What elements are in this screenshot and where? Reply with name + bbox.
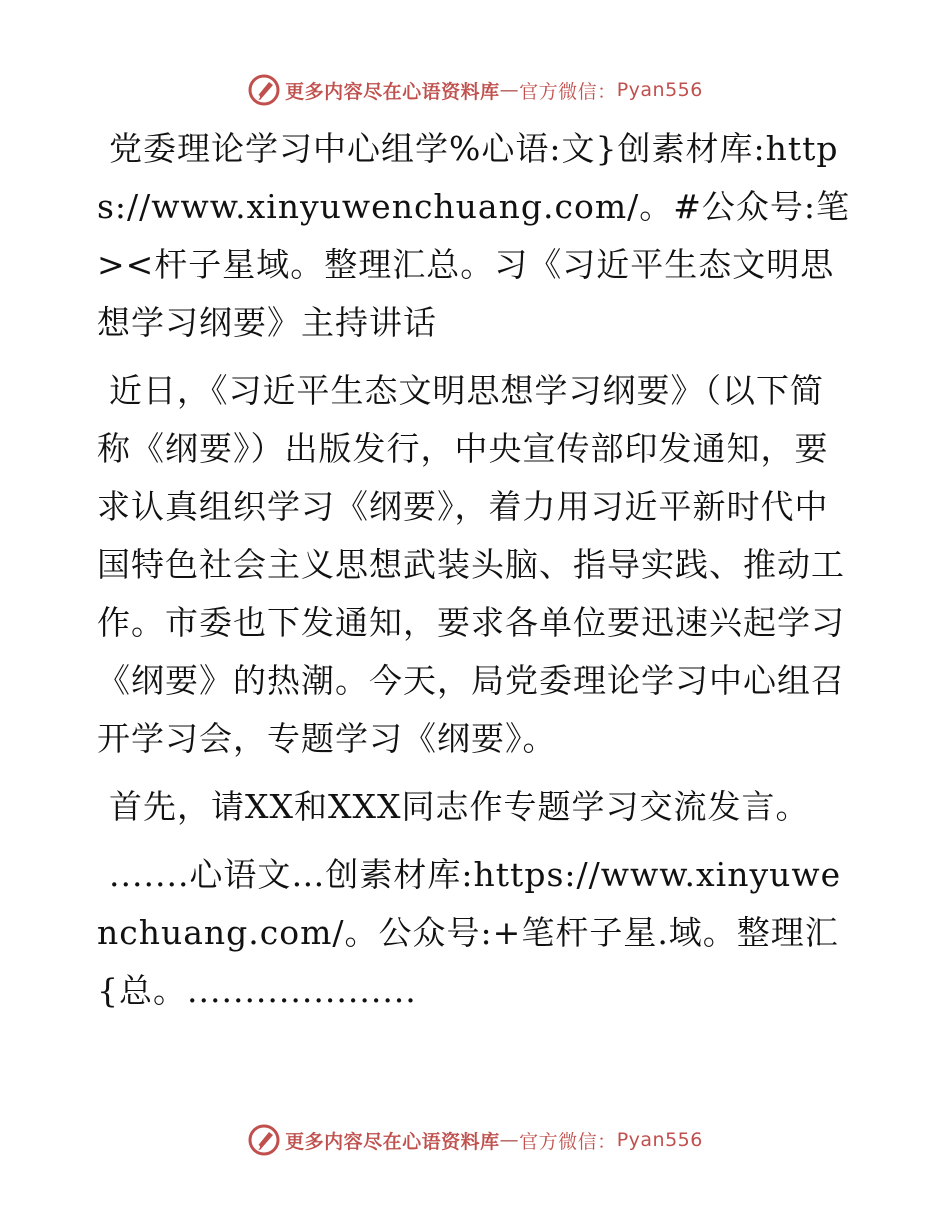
watermark-separator: — [499, 1129, 520, 1151]
pen-circle-logo-icon [247, 1123, 281, 1157]
watermark-wechat-label: 官方微信： [519, 80, 617, 103]
paragraph-source-note: .......心语文…创素材库:https://www.xinyuwenchuang.com/。公众号:+笔杆子星.域。整理汇{总。.................... [97, 855, 842, 1010]
pen-circle-logo-icon [247, 73, 281, 107]
paragraph-title: 党委理论学习中心组学%心语:文}创素材库:https://www.xinyuwenchuang.com/。#公众号:笔><杆子星域。整理汇总。习《习近平生态文明思想学习纲要》主持讲话 [97, 129, 851, 342]
watermark-separator: — [499, 79, 520, 101]
paragraph-intro: 近日，《习近平生态文明思想学习纲要》（以下简称《纲要》）出版发行，中央宣传部印发通知，要求认真组织学习《纲要》，着力用习近平新时代中国特色社会主义思想武装头脑、指导实践、推动工作。市委也下发通知，要求各单位要迅速兴起学习《纲要》的热潮。今天，局党委理论学习中心组召开学习会，专题学习《纲要》。 [97, 371, 845, 758]
document-body [97, 120, 857, 1030]
watermark-wechat-id: Pyan556 [616, 1129, 703, 1151]
paragraph-first-speaker: 首先，请XX和XXX同志作专题学习交流发言。 [109, 787, 810, 826]
watermark-wechat-label: 官方微信： [519, 1130, 617, 1153]
watermark-brand: 更多内容尽在心语资料库 [285, 1130, 500, 1153]
watermark-footer [0, 1120, 950, 1160]
watermark-wechat-id: Pyan556 [616, 79, 703, 101]
watermark-brand: 更多内容尽在心语资料库 [285, 80, 500, 103]
watermark-header [0, 70, 950, 110]
